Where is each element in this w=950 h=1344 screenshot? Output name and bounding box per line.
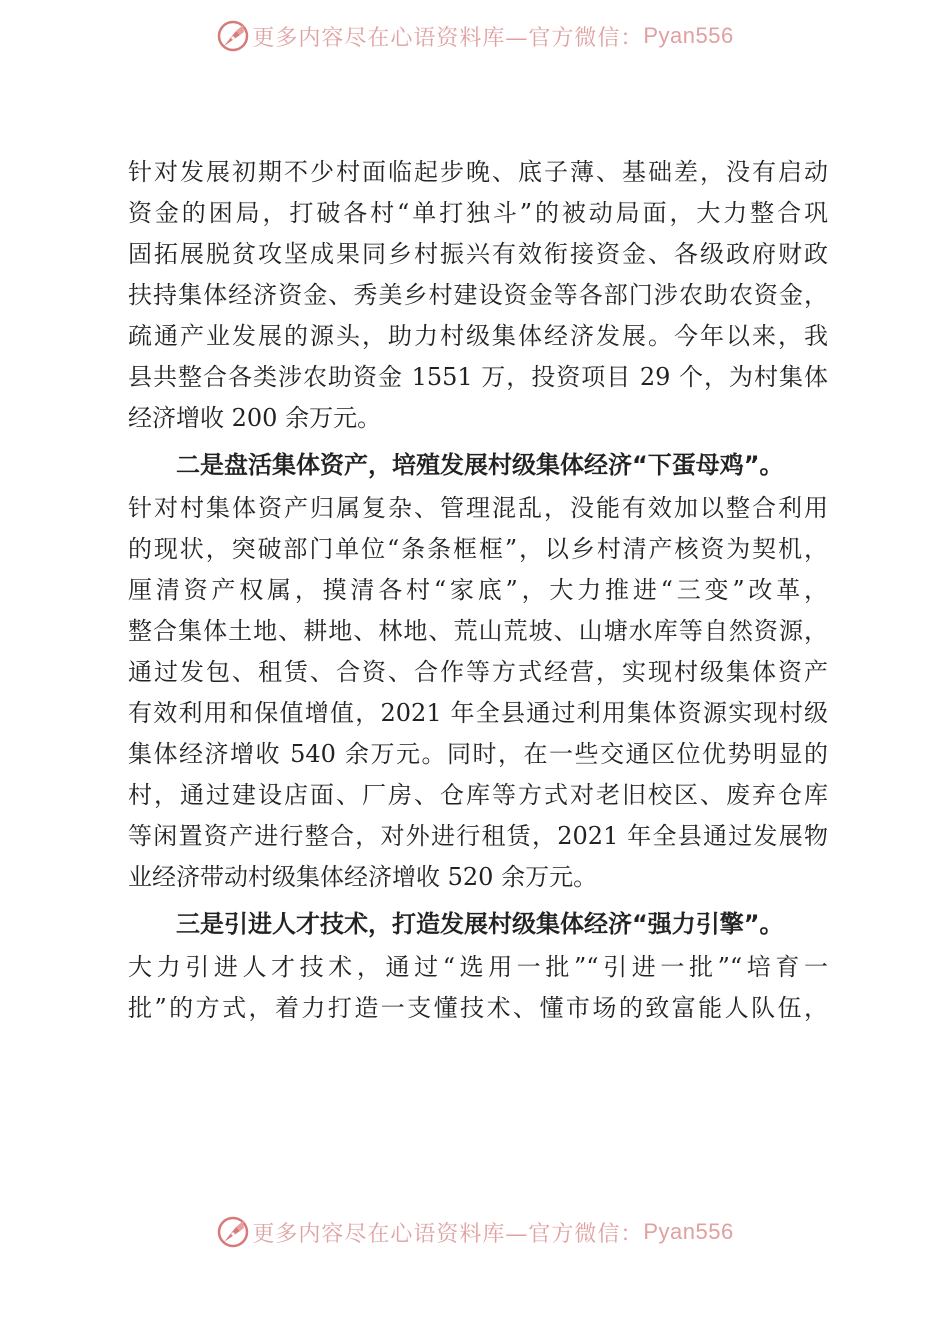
bottom-banner (0, 1212, 950, 1252)
text-line: 固拓展脱贫攻坚成果同乡村振兴有效衔接资金、各级政府财政 (128, 240, 828, 268)
pen-nib-logo-icon (216, 1215, 250, 1249)
top-banner (0, 16, 950, 56)
section-heading-3: 三是引进人才技术，打造发展村级集体经济“强力引擎”。 (176, 910, 784, 938)
text-line: 整合集体土地、耕地、林地、荒山荒坡、山塘水库等自然资源， (128, 617, 828, 645)
document-body (128, 152, 828, 1029)
paragraph-1 (128, 152, 828, 439)
text-line: 业经济带动村级集体经济增收 520 余万元。 (128, 863, 598, 891)
text-line: 批”的方式，着力打造一支懂技术、懂市场的致富能人队伍， (128, 994, 828, 1022)
banner-text: 更多内容尽在心语资料库—官方微信： (252, 25, 644, 51)
paragraph-2 (128, 488, 828, 898)
text-line: 等闲置资产进行整合，对外进行租赁，2021 年全县通过发展物 (128, 822, 828, 850)
text-line: 村，通过建设店面、厂房、仓库等方式对老旧校区、废弃仓库 (128, 781, 828, 809)
text-line: 扶持集体经济资金、秀美乡村建设资金等各部门涉农助农资金， (128, 281, 828, 309)
banner-wechat-id: Pyan556 (643, 23, 734, 48)
banner-wechat-id: Pyan556 (643, 1219, 734, 1244)
pen-nib-logo-icon (216, 19, 250, 53)
text-line: 厘清资产权属，摸清各村“家底”，大力推进“三变”改革， (128, 576, 828, 604)
text-line: 经济增收 200 余万元。 (128, 404, 382, 432)
text-line: 针对村集体资产归属复杂、管理混乱，没能有效加以整合利用 (128, 494, 828, 522)
section-heading-2: 二是盘活集体资产，培殖发展村级集体经济“下蛋母鸡”。 (176, 451, 784, 479)
text-line: 通过发包、租赁、合资、合作等方式经营，实现村级集体资产 (128, 658, 828, 686)
text-line: 的现状，突破部门单位“条条框框”，以乡村清产核资为契机， (128, 535, 828, 563)
text-line: 资金的困局，打破各村“单打独斗”的被动局面，大力整合巩 (128, 199, 828, 227)
text-line: 疏通产业发展的源头，助力村级集体经济发展。今年以来，我 (128, 322, 828, 350)
text-line: 大力引进人才技术，通过“选用一批”“引进一批”“培育一 (128, 953, 828, 981)
text-line: 县共整合各类涉农助资金 1551 万，投资项目 29 个，为村集体 (128, 363, 828, 391)
text-line: 集体经济增收 540 余万元。同时，在一些交通区位优势明显的 (128, 740, 828, 768)
text-line: 针对发展初期不少村面临起步晚、底子薄、基础差，没有启动 (128, 158, 828, 186)
text-line: 有效利用和保值增值，2021 年全县通过利用集体资源实现村级 (128, 699, 828, 727)
paragraph-3 (128, 947, 828, 1029)
banner-text: 更多内容尽在心语资料库—官方微信： (252, 1221, 644, 1247)
